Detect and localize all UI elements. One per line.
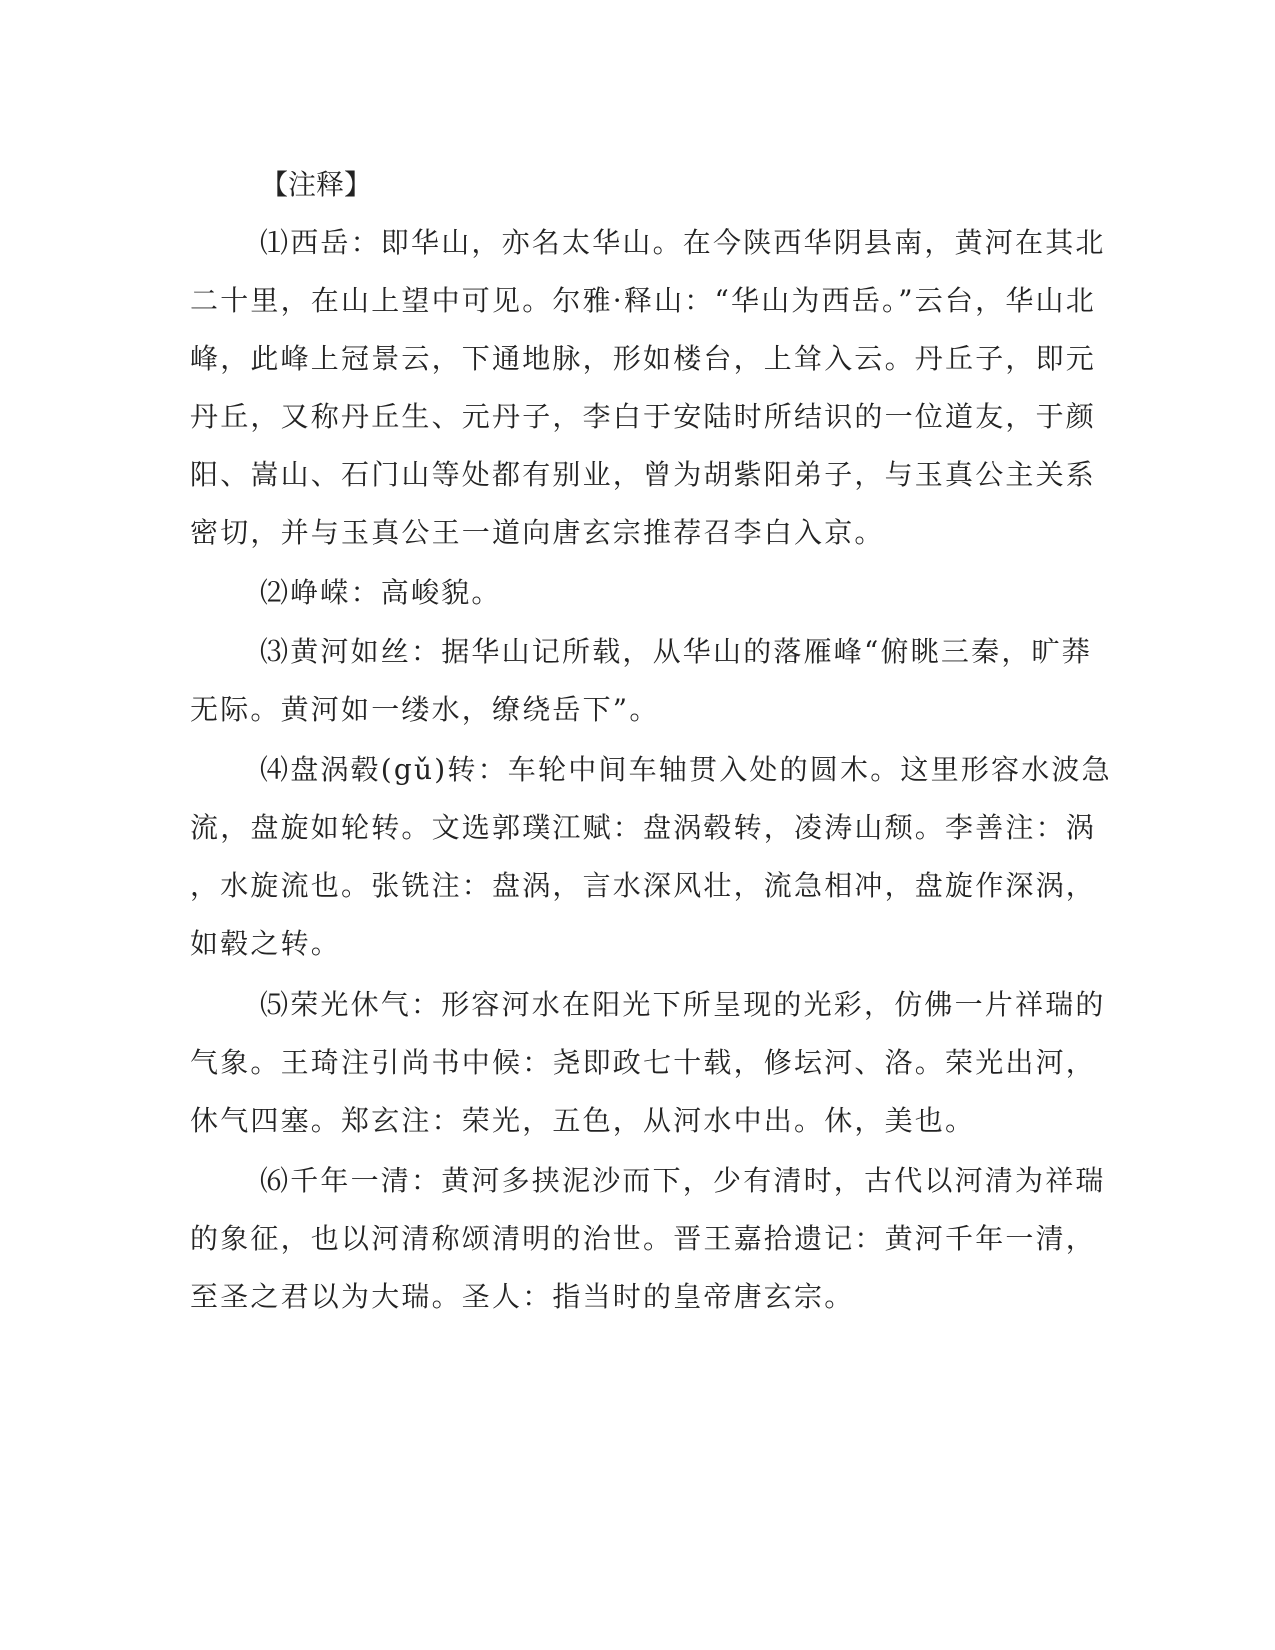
note-3-line-1: ⑶黄河如丝：据华山记所载，从华山的落雁峰“俯眺三秦，旷莽 <box>260 635 1092 668</box>
note-6-line-2: 的象征，也以河清称颂清明的治世。晋王嘉拾遗记：黄河千年一清， <box>190 1222 1097 1255</box>
note-2-line-1: ⑵峥嵘：高峻貌。 <box>260 576 502 609</box>
note-1-line-6: 密切，并与玉真公王一道向唐玄宗推荐召李白入京。 <box>190 516 885 549</box>
note-1-line-1: ⑴西岳：即华山，亦名太华山。在今陕西华阴县南，黄河在其北 <box>260 226 1106 259</box>
note-5-line-1: ⑸荣光休气：形容河水在阳光下所呈现的光彩，仿佛一片祥瑞的 <box>260 988 1106 1021</box>
note-3-line-2: 无际。黄河如一缕水，缭绕岳下”。 <box>190 693 660 726</box>
note-4-line-2: 流，盘旋如轮转。文选郭璞江赋：盘涡毂转，凌涛山颓。李善注：涡 <box>190 811 1097 844</box>
note-4-line-1: ⑷盘涡毂(gǔ)转：车轮中间车轴贯入处的圆木。这里形容水波急 <box>260 753 1112 786</box>
note-5-line-3: 休气四塞。郑玄注：荣光，五色，从河水中出。休，美也。 <box>190 1104 976 1137</box>
note-6-line-1: ⑹千年一清：黄河多挟泥沙而下，少有清时，古代以河清为祥瑞 <box>260 1164 1106 1197</box>
section-heading: 【注释】 <box>260 168 373 201</box>
note-4-line-3: ，水旋流也。张铣注：盘涡，言水深风壮，流急相冲，盘旋作深涡， <box>190 869 1097 902</box>
note-4-line-4: 如毂之转。 <box>190 927 342 960</box>
note-1-line-2: 二十里，在山上望中可见。尔雅·释山：“华山为西岳。”云台，华山北 <box>190 284 1096 317</box>
note-1-line-3: 峰，此峰上冠景云，下通地脉，形如楼台，上耸入云。丹丘子，即元 <box>190 342 1097 375</box>
note-1-line-5: 阳、嵩山、石门山等处都有别业，曾为胡紫阳弟子，与玉真公主关系 <box>190 458 1097 491</box>
note-6-line-3: 至圣之君以为大瑞。圣人：指当时的皇帝唐玄宗。 <box>190 1280 855 1313</box>
note-5-line-2: 气象。王琦注引尚书中候：尧即政七十载，修坛河、洛。荣光出河， <box>190 1046 1097 1079</box>
note-1-line-4: 丹丘，又称丹丘生、元丹子，李白于安陆时所结识的一位道友，于颜 <box>190 400 1097 433</box>
